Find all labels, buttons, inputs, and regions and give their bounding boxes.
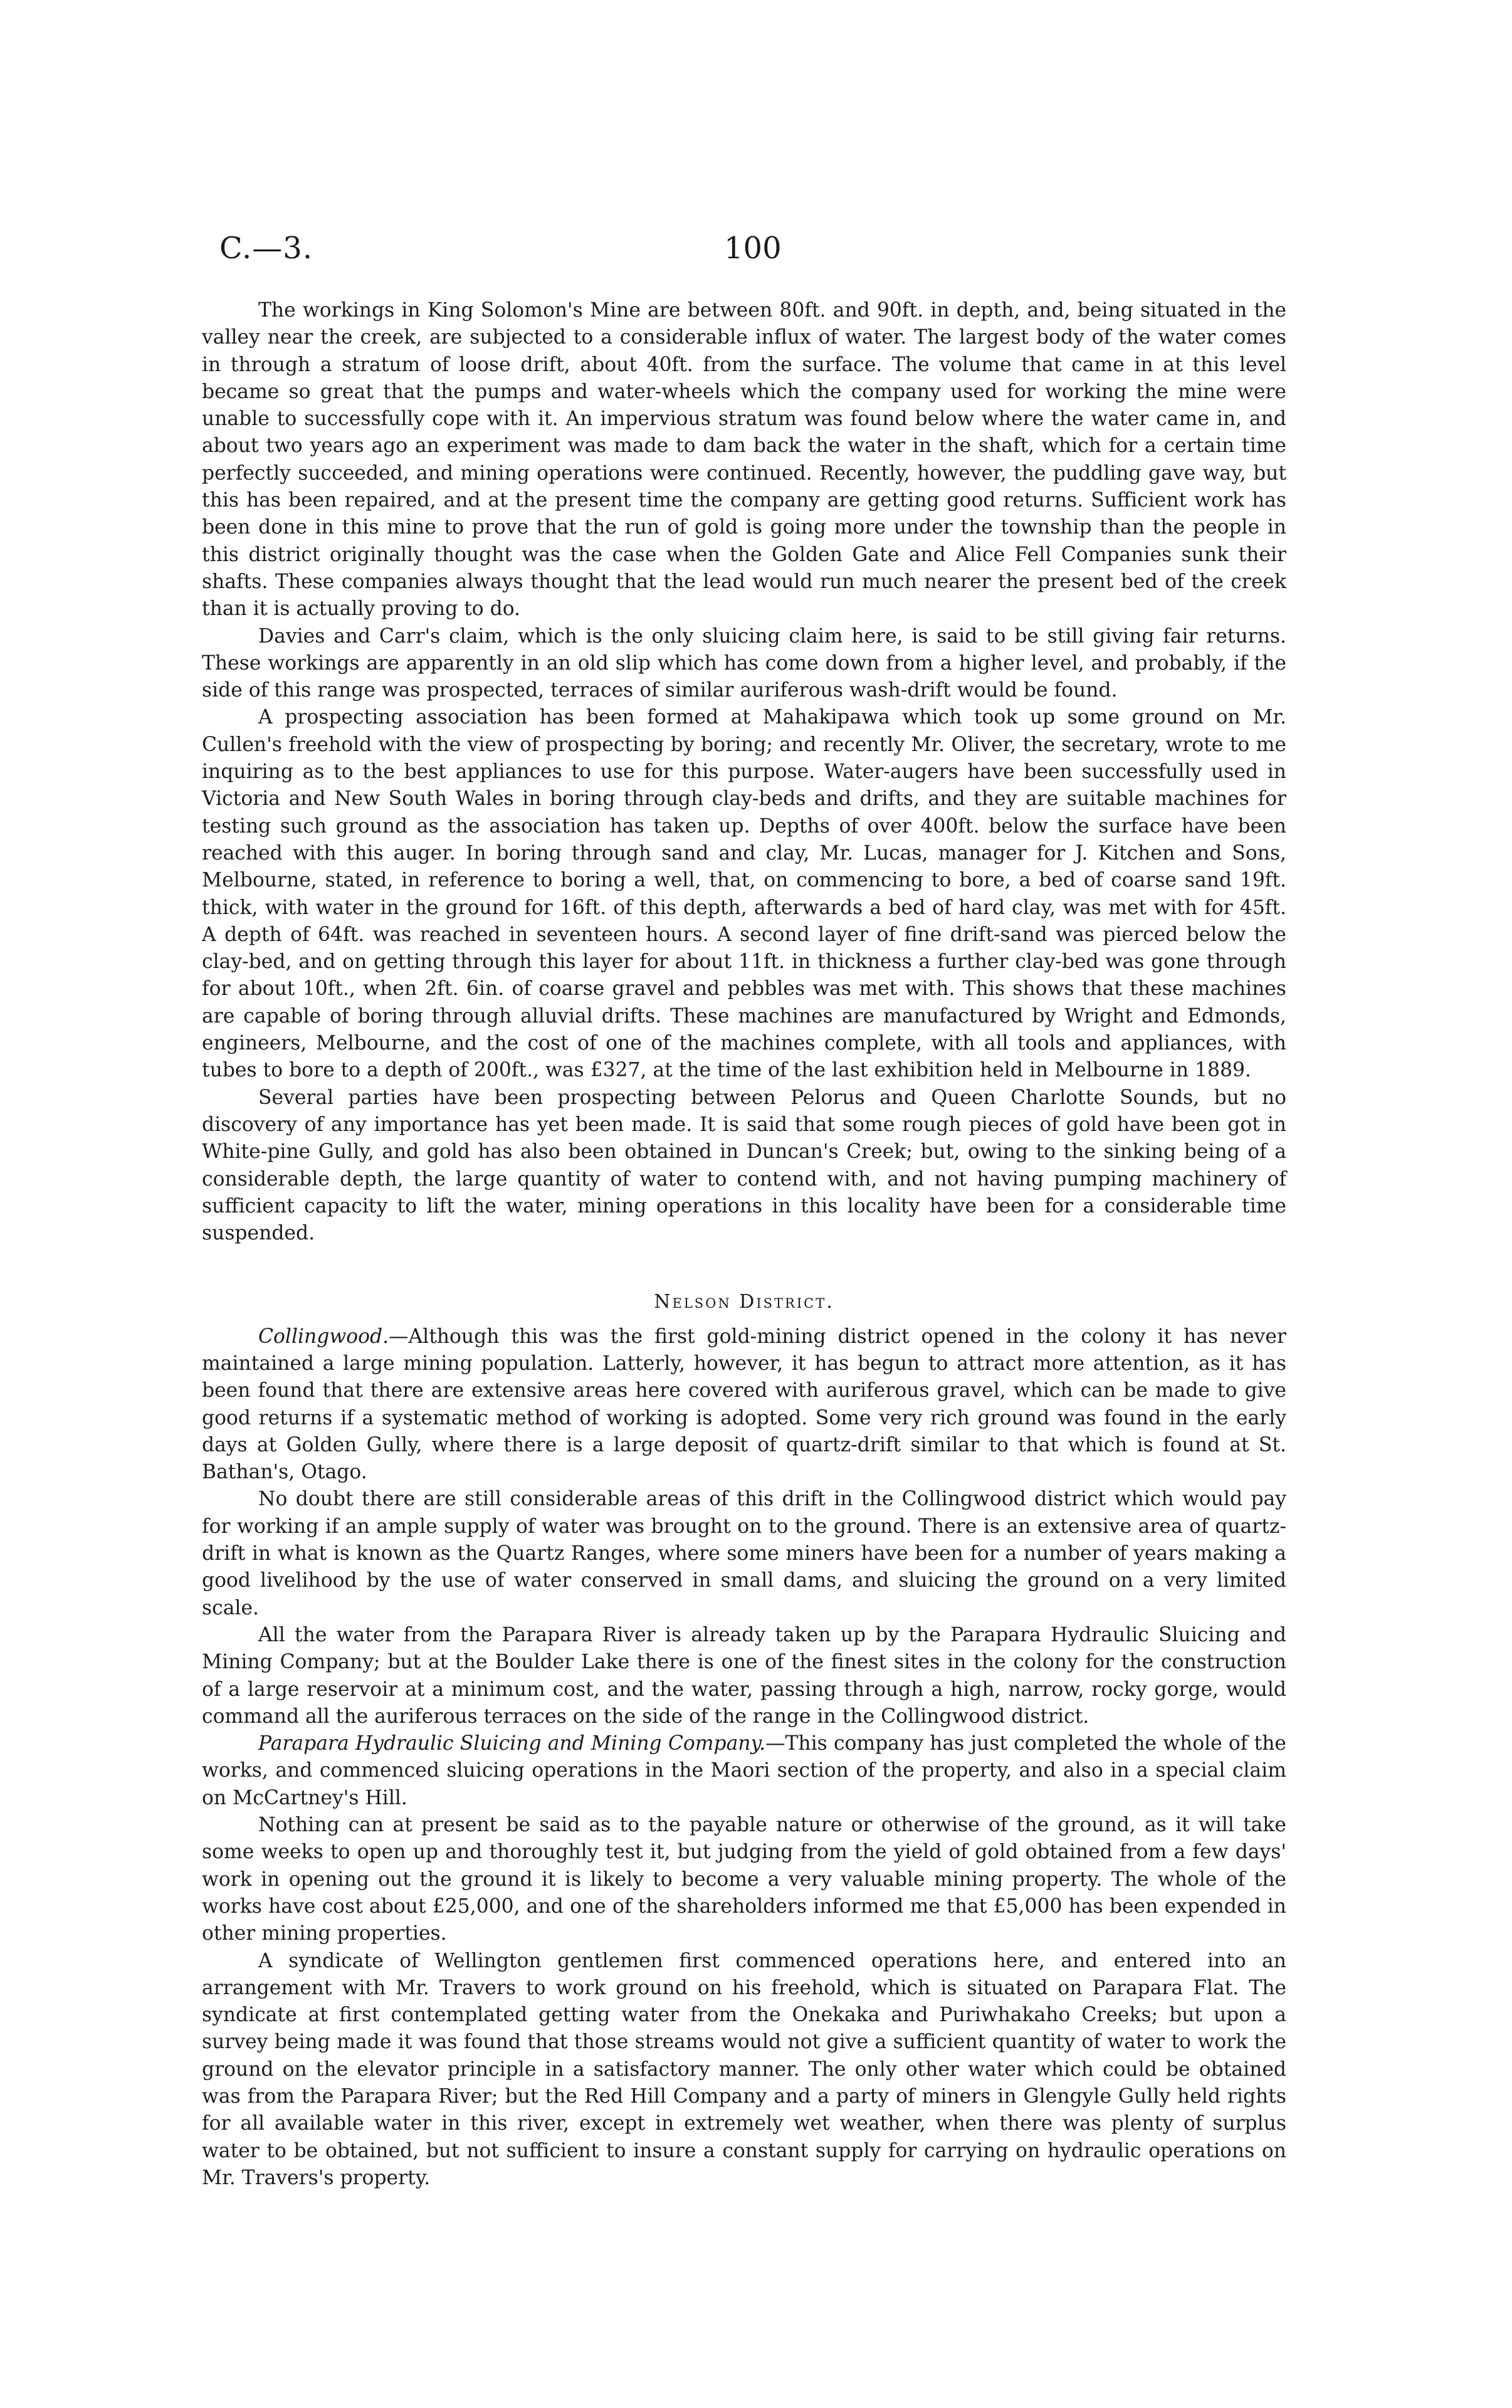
parapara-subtitle: Parapara Hydraulic Sluicing and Mining Company.	[258, 1732, 766, 1755]
paragraph-wellington-syndicate: A syndicate of Wellington gentlemen first commenced operations here, and entered into an arrangement with Mr. Travers to work ground on his freehold, which is situated on Parapara Flat. The syndicate at first contemplated getting water from the Onekaka and Puriwhakaho Creeks; but upon a survey being made it was found that those streams would not give a sufficient quantity of water to work the ground on the elevator principle in a satisfactory manner. The only other water which could be obtained was from the Parapara River; but the Red Hill Company and a party of miners in Glengyle Gully held rights for all available water in this river, except in extremely wet weather, when there was plenty of surplus water to be obtained, but not sufficient to insure a constant supply for carrying on hydraulic operations on Mr. Travers's property.	[202, 1949, 1286, 2189]
page-reference: C.—3.	[219, 231, 313, 266]
collingwood-subtitle: Collingwood.	[258, 1325, 389, 1348]
paragraph-pelorus-prospecting: Several parties have been prospecting between Pelorus and Queen Charlotte Sounds, but no discovery of any importance has yet been made. It is said that some rough pieces of gold have been got in White-pine Gully, and gold has also been obtained in Duncan's Creek; but, owing to the sinking being of a considerable depth, the large quantity of water to contend with, and not having pumping machinery of sufficient capacity to lift the water, mining operations in this locality have been for a considerable time suspended.	[202, 1086, 1286, 1245]
paragraph-king-solomons-mine: The workings in King Solomon's Mine are between 80ft. and 90ft. in depth, and, being situated in the valley near the creek, are subjected to a considerable influx of water. The largest body of the water comes in through a stratum of loose drift, about 40ft. from the surface. The volume that came in at this level became so great that the pumps and water-wheels which the company used for working the mine were unable to successfully cope with it. An impervious stratum was found below where the water came in, and about two years ago an experiment was made to dam back the water in the shaft, which for a certain time perfectly succeeded, and mining operations were continued. Recently, however, the puddling gave way, but this has been repaired, and at the present time the company are getting good returns. Sufficient work has been done in this mine to prove that the run of gold is going more under the township than the people in this district originally thought was the case when the Golden Gate and Alice Fell Companies sunk their shafts. These companies always thought that the lead would run much nearer the present bed of the creek than it is actually proving to do.	[202, 299, 1286, 621]
paragraph-parapara-river-water: All the water from the Parapara River is already taken up by the Parapara Hydraulic Sluicing and Mining Company; but at the Boulder Lake there is one of the finest sites in the colony for the construction of a large reservoir at a minimum cost, and the water, passing through a high, narrow, rocky gorge, would command all the auriferous terraces on the side of the range in the Collingwood district.	[202, 1623, 1286, 1728]
page-number: 100	[724, 231, 782, 266]
paragraph-prospecting-association: A prospecting association has been formed at Mahakipawa which took up some ground on Mr. Cullen's freehold with the view of prospecting by boring; and recently Mr. Oliver, the secretary, wrote to me inquiring as to the best appliances to use for this purpose. Water-augers have been successfully used in Victoria and New South Wales in boring through clay-beds and drifts, and they are suitable machines for testing such ground as the association has taken up. Depths of over 400ft. below the surface have been reached with this auger. In boring through sand and clay, Mr. Lucas, manager for J. Kitchen and Sons, Melbourne, stated, in reference to boring a well, that, on commencing to bore, a bed of coarse sand 19ft. thick, with water in the ground for 16ft. of this depth, afterwards a bed of hard clay, was met with for 45ft. A depth of 64ft. was reached in seventeen hours. A second layer of fine drift-sand was pierced below the clay-bed, and on getting through this layer for about 11ft. in thickness a further clay-bed was gone through for about 10ft., when 2ft. 6in. of coarse gravel and pebbles was met with. This shows that these machines are capable of boring through alluvial drifts. These machines are manufactured by Wright and Edmonds, engineers, Melbourne, and the cost of one of the machines complete, with all tools and appliances, with tubes to bore to a depth of 200ft., was £327, at the time of the last exhibition held in Melbourne in 1889.	[202, 706, 1286, 1082]
paragraph-payable-nature: Nothing can at present be said as to the payable nature or otherwise of the ground, as it will take some weeks to open up and thoroughly test it, but judging from the yield of gold obtained from a few days' work in opening out the ground it is likely to become a very valuable mining property. The whole of the works have cost about £25,000, and one of the shareholders informed me that £5,000 has been expended in other mining properties.	[202, 1814, 1286, 1945]
page-header	[219, 231, 1285, 275]
paragraph-collingwood	[202, 1323, 1286, 1486]
paragraph-parapara-company	[202, 1730, 1286, 1812]
collingwood-text: —Although this was the first gold-mining district opened in the colony it has never maintained a large mining population. Latterly, however, it has begun to attract more attention, as it has been found that there are extensive areas here covered with auriferous gravel, which can be made to give good returns if a systematic method of working is adopted. Some very rich ground was found in the early days at Golden Gully, where there is a large deposit of quartz-drift similar to that which is found at St. Bathan's, Otago.	[202, 1325, 1286, 1484]
parapara-text: —This company has just completed the whole of the works, and commenced sluicing operations in the Maori section of the property, and also in a special claim on McCartney's Hill.	[202, 1732, 1287, 1809]
paragraph-davies-carr-claim: Davies and Carr's claim, which is the only sluicing claim here, is said to be still giving fair returns. These workings are apparently in an old slip which has come down from a higher level, and probably, if the side of this range was prospected, terraces of similar auriferous wash-drift would be found.	[202, 624, 1286, 702]
section-heading-nelson-district: Nelson District.	[654, 1291, 834, 1313]
paragraph-quartz-drift: No doubt there are still considerable areas of this drift in the Collingwood district which would pay for working if an ample supply of water was brought on to the ground. There is an extensive area of quartz-drift in what is known as the Quartz Ranges, where some miners have been for a number of years making a good livelihood by the use of water conserved in small dams, and sluicing the ground on a very limited scale.	[202, 1488, 1286, 1619]
document-body	[202, 297, 1286, 2192]
